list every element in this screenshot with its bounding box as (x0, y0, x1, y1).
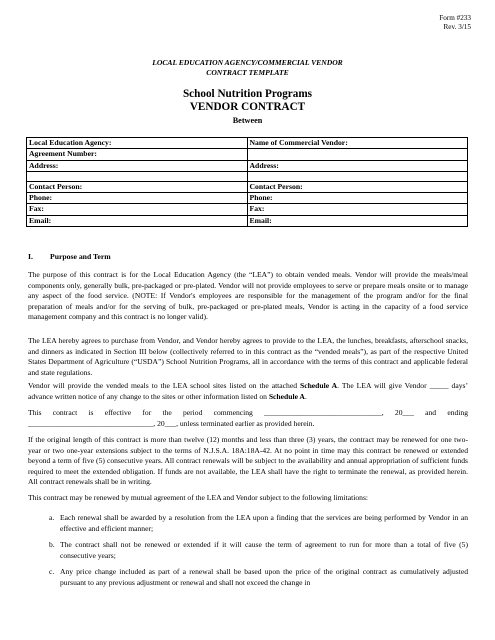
parties-table (26, 137, 468, 227)
parties-cell: Agreement Number: (27, 149, 248, 160)
list-item (49, 540, 468, 561)
list-marker: b. (49, 540, 55, 549)
schedule-a-ref: Schedule A (268, 391, 305, 401)
parties-cell: Fax: (27, 204, 248, 215)
parties-cell: Address: (247, 160, 468, 171)
parties-row (27, 171, 468, 181)
parties-cell: Fax: (247, 204, 468, 215)
list-text: Any price change included as part of a renewal shall be based upon the price of the original contract as cumulatively adjusted pursuant to any previous adjustment or renewal and shall not exceed the change in (60, 567, 468, 587)
paragraph-renewal: If the original length of this contract is more than twelve (12) months and less than three (3) years, the contract may be renewed for one two-year or two one-year extensions subject to the terms of N.J.S.A. 18A:18A-42. At no point in time may this contract be renewed or extended beyond a term of five (5) consecutive years. All contract renewals will be subject to the availability and annual appropriation of sufficient funds required to meet the extended obligation. If funds are not available, the LEA shall have the right to terminate the renewal, as provided herein. All contract renewals shall be in writing. (28, 435, 468, 486)
parties-row (27, 193, 468, 204)
list-text: The contract shall not be renewed or extended if it will cause the term of agreement to run for more than a total of five (5) consecutive years; (60, 540, 468, 560)
title-line-2: VENDOR CONTRACT (189, 101, 306, 113)
parties-row (27, 138, 468, 149)
title-line-1: School Nutrition Programs (182, 88, 313, 100)
parties-row (27, 181, 468, 192)
form-number: Form #233 (439, 14, 471, 22)
list-marker: a. (49, 513, 55, 522)
parties-cell: Email: (27, 215, 248, 226)
parties-cell (247, 149, 468, 160)
paragraph-purpose: The purpose of this contract is for the Local Education Agency (the “LEA”) to obtain vended meals. Vendor will provide the meals/meal components only, generally bulk, pre-packaged or pre-plated. Vendor will not provide employees to serve or prepare meals onsite or to manage any aspect of the food service. (NOTE: If Vendor's employees are responsible for the management of the program and/or for the final preparation of meals and/or for the serving of bulk, pre-packaged or pre-plated meals, Vendor is acting in the capacity of a food service management company and this contract is no longer valid). (28, 270, 468, 321)
form-revision: Rev. 3/15 (443, 23, 471, 31)
header-line-1: LOCAL EDUCATION AGENCY/COMMERCIAL VENDOR (152, 58, 343, 67)
parties-cell: Local Education Agency: (27, 138, 248, 149)
section-title: Purpose and Term (50, 252, 111, 261)
parties-cell: Contact Person: (27, 181, 248, 192)
paragraph-sites: Vendor will provide the vended meals to the LEA school sites listed on the attached Schedule A. The LEA will give Vendor _____ days’ advance written notice of any change to the sites or other information listed on Schedule A. (28, 381, 468, 401)
parties-row (27, 149, 468, 160)
list-item (49, 513, 468, 534)
paragraph-agreement: The LEA hereby agrees to purchase from Vendor, and Vendor hereby agrees to provide to the LEA, the lunches, breakfasts, afterschool snacks, and dinners as indicated in Section III below (collectively referred to in this contract as the “vended meals”), as part of the respective United States Department of Agriculture (“USDA”) School Nutrition Programs, all in accordance with the terms of this contract and applicable federal and state regulations. (28, 336, 468, 377)
list-text: Each renewal shall be awarded by a resolution from the LEA upon a finding that the services are being performed by Vendor in an effective and efficient manner; (60, 513, 468, 533)
header-line-2: CONTRACT TEMPLATE (206, 68, 289, 77)
parties-cell: Email: (247, 215, 468, 226)
parties-cell: Name of Commercial Vendor: (247, 138, 468, 149)
form-number-block (439, 14, 471, 32)
parties-cell: Contact Person: (247, 181, 468, 192)
section-number: I. (28, 252, 33, 261)
parties-cell (27, 171, 248, 181)
parties-cell: Phone: (27, 193, 248, 204)
title-between: Between (232, 116, 263, 125)
schedule-a-ref: Schedule A (299, 381, 338, 390)
parties-row (27, 215, 468, 226)
parties-cell (247, 171, 468, 181)
parties-row (27, 204, 468, 215)
section-heading (28, 252, 111, 261)
parties-cell: Phone: (247, 193, 468, 204)
parties-row (27, 160, 468, 171)
paragraph-limitations-intro: This contract may be renewed by mutual agreement of the LEA and Vendor subject to the following limitations: (28, 493, 369, 502)
list-item (49, 567, 468, 588)
parties-cell: Address: (27, 160, 248, 171)
paragraph-term: This contract is effective for the period commencing _______________________________, 20___ and ending _________________________________, 20___, unless terminated earlier as provided herein. (28, 408, 468, 428)
list-marker: c. (49, 567, 55, 576)
